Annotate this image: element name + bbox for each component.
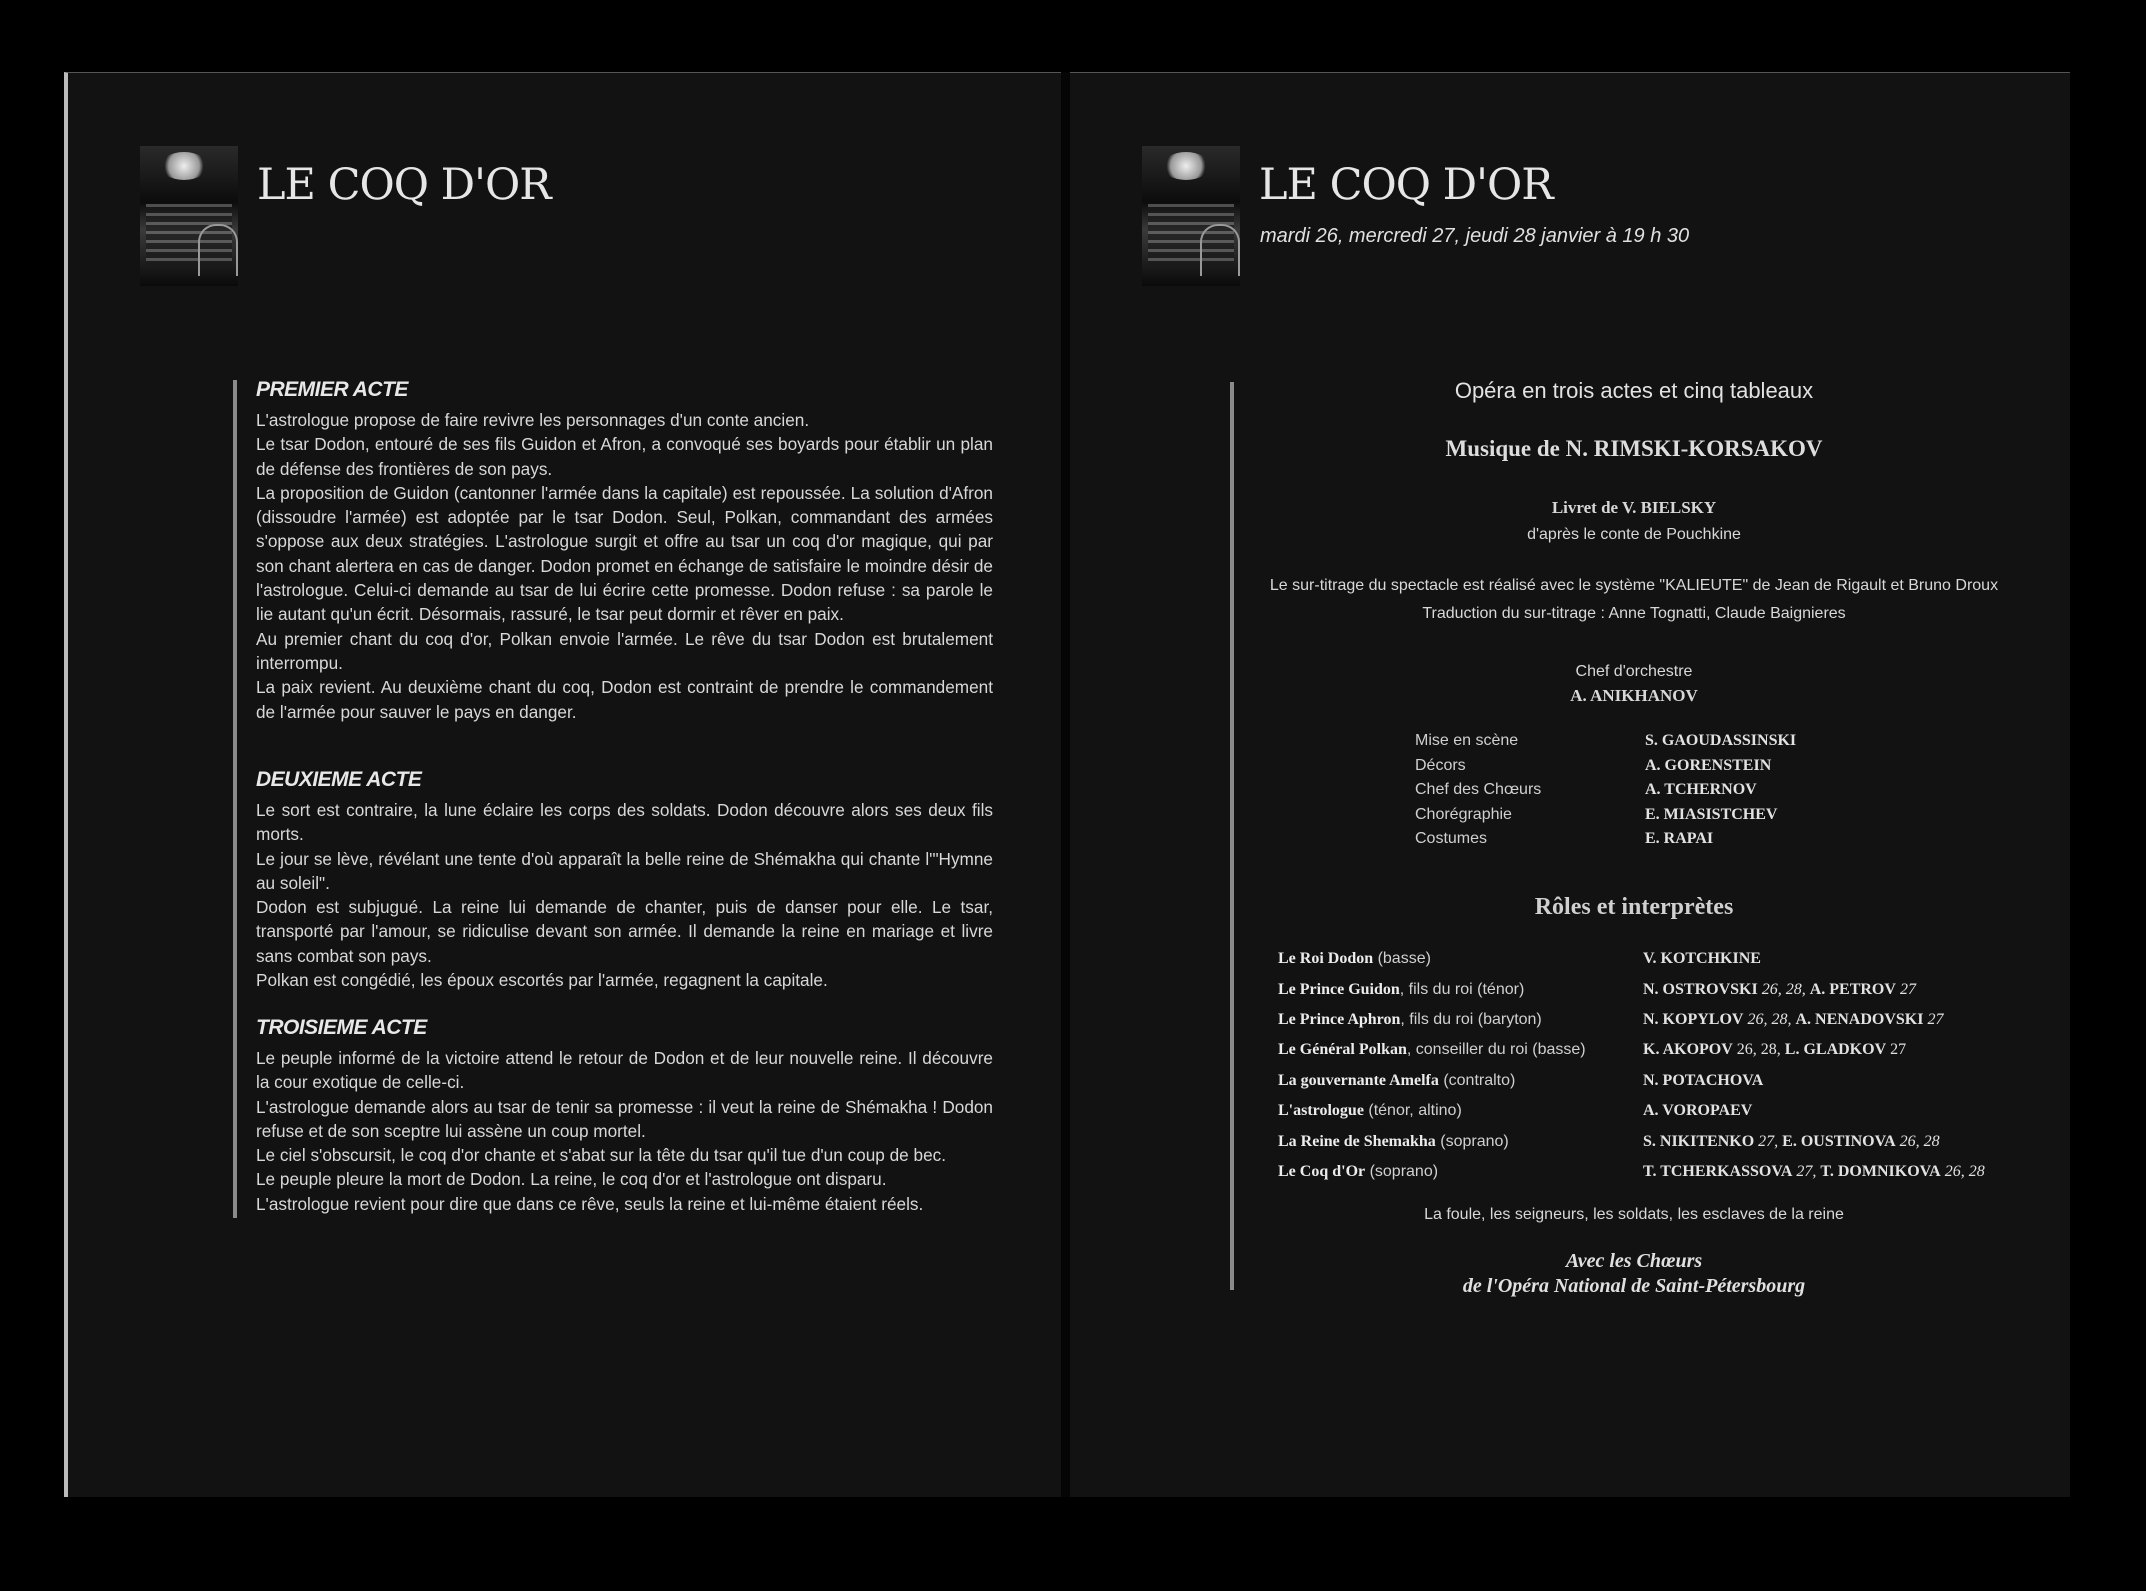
singer-dates: 27, <box>1754 1132 1783 1150</box>
closing-line-2: de l'Opéra National de Saint-Pétersbourg <box>1462 1275 1806 1297</box>
list-item <box>1415 781 1975 806</box>
role-name: Le Général Polkan <box>1278 1041 1407 1059</box>
paragraph: Polkan est congédié, les époux escortés par l'armée, regagnent la capitale. <box>256 970 828 991</box>
role-description: (soprano) <box>1365 1162 1439 1180</box>
crew-person: E. RAPAI <box>1645 830 1714 847</box>
table-row <box>1278 944 2038 974</box>
crew-role: Décors <box>1415 756 1466 774</box>
singer: T. DOMNIKOVA <box>1820 1162 1941 1180</box>
singer: T. TCHERKASSOVA <box>1643 1162 1793 1180</box>
paragraph: L'astrologue demande alors au tsar de tenir sa promesse : il veut la reine de Shémakha ! Dodon refuse et de son sceptre lui assène un coup mortel. <box>256 1096 993 1141</box>
act-section <box>256 378 993 724</box>
theatre-thumbnail-image <box>140 146 238 286</box>
singer: A. NENADOVSKI <box>1795 1010 1924 1028</box>
crew-role: Chef des Chœurs <box>1415 781 1542 798</box>
role-name: Le Roi Dodon <box>1278 950 1374 968</box>
paragraph: Le jour se lève, révélant une tente d'où apparaît la belle reine de Shémakha qui chante l'"Hymne au soleil". <box>256 848 993 893</box>
singer: K. AKOPOV <box>1643 1041 1733 1059</box>
paragraph: Le tsar Dodon, entouré de ses fils Guidon et Afron, a convoqué ses boyards pour établir un plan de défense des frontières de son pays. <box>256 434 993 479</box>
cast-list <box>1278 944 2038 1187</box>
role-name: La Reine de Shemakha <box>1278 1132 1436 1150</box>
role-name: Le Prince Aphron <box>1278 1010 1401 1028</box>
page-title: LE COQ D'OR <box>257 160 551 210</box>
paragraph: La paix revient. Au deuxième chant du coq, Dodon est contraint de prendre le commandement de l'armée pour sauver le pays en danger. <box>256 677 993 722</box>
singer-dates: 26, 28 <box>1895 1132 1940 1150</box>
act-heading: PREMIER ACTE <box>256 378 408 401</box>
singer: A. VOROPAEV <box>1643 1102 1753 1120</box>
cast-heading: Rôles et interprètes <box>1534 894 1734 920</box>
table-row <box>1278 1035 2038 1065</box>
list-item <box>1415 757 1975 782</box>
crew-role: Mise en scène <box>1415 732 1519 749</box>
conductor-label: Chef d'orchestre <box>1575 663 1693 680</box>
crew-role: Costumes <box>1415 830 1488 847</box>
chorus-roles: La foule, les seigneurs, les soldats, les esclaves de la reine <box>1424 1206 1844 1223</box>
singer: A. PETROV <box>1809 980 1896 998</box>
libretto-credit: Livret de V. BIELSKY <box>1551 498 1717 517</box>
act-body <box>256 408 993 724</box>
surtitle-translation: Traduction du sur-titrage : Anne Tognatti, Claude Baignieres <box>1422 605 1846 622</box>
paragraph: Le peuple informé de la victoire attend le retour de Dodon et de leur nouvelle reine. Il découvre la cour exotique de celle-ci. <box>256 1048 993 1093</box>
closing-line-1: Avec les Chœurs <box>1565 1250 1703 1272</box>
paragraph: L'astrologue propose de faire revivre les personnages d'un conte ancien. <box>256 410 810 430</box>
role-name: Le Prince Guidon <box>1278 980 1400 998</box>
act-body <box>256 1046 993 1216</box>
production-team <box>1415 732 1975 855</box>
paragraph: Le sort est contraire, la lune éclaire les corps des soldats. Dodon découvre alors ses deux fils morts. <box>256 800 993 845</box>
crew-person: S. GAOUDASSINSKI <box>1645 732 1797 749</box>
performance-dates: mardi 26, mercredi 27, jeudi 28 janvier à 19 h 30 <box>1260 225 1690 247</box>
singer: N. KOPYLOV <box>1643 1010 1744 1028</box>
table-row <box>1278 1066 2038 1096</box>
singer: V. KOTCHKINE <box>1643 950 1761 968</box>
singer-dates: 27, <box>1792 1162 1821 1180</box>
opera-subtitle: Opéra en trois actes et cinq tableaux <box>1454 378 1814 403</box>
singer-dates: 26, 28, <box>1743 1010 1796 1028</box>
table-row <box>1278 1126 2038 1156</box>
role-description: , fils du roi (ténor) <box>1399 980 1525 998</box>
singer-dates: 26, 28, <box>1757 980 1810 998</box>
singer-dates: 27 <box>1886 1041 1907 1059</box>
vertical-rule <box>233 380 237 1218</box>
surtitle-credit: Le sur-titrage du spectacle est réalisé avec le système "KALIEUTE" de Jean de Rigault et Bruno Droux <box>1269 577 1999 594</box>
role-description: , conseiller du roi (basse) <box>1406 1041 1586 1059</box>
libretto-source: d'après le conte de Pouchkine <box>1527 526 1741 543</box>
list-item <box>1415 830 1975 855</box>
singer: L. GLADKOV <box>1784 1041 1887 1059</box>
conductor-name: A. ANIKHANOV <box>1570 686 1698 705</box>
table-row <box>1278 1096 2038 1126</box>
book-spine <box>1061 72 1070 1497</box>
role-name: Le Coq d'Or <box>1278 1162 1366 1180</box>
paragraph: Le peuple pleure la mort de Dodon. La reine, le coq d'or et l'astrologue ont disparu. <box>256 1169 887 1190</box>
paragraph: La proposition de Guidon (cantonner l'armée dans la capitale) est repoussée. La solution d'Afron (dissoudre l'armée) est adoptée par le tsar Dodon. Seul, Polkan, commandant des armées s'oppose aux deux stratégies. L'astrologue surgit et offre au tsar un coq d'or magique, qui par son chant alertera en cas de danger. Dodon promet en échange de satisfaire le moindre désir de l'astrologue. Celui-ci demande au tsar de lui écrire cette promesse. Dodon refuse : sa parole le lie autant qu'un écrit. Désormais, rassuré, le tsar peut dormir et rêver en paix. <box>256 482 993 625</box>
singer-dates: 26, 28, <box>1732 1041 1785 1059</box>
crew-person: A. TCHERNOV <box>1645 781 1757 798</box>
act-body <box>256 798 993 992</box>
role-name: L'astrologue <box>1278 1102 1364 1120</box>
singer-dates: 27 <box>1923 1010 1944 1028</box>
act-heading: TROISIEME ACTE <box>256 1016 427 1039</box>
role-description: (basse) <box>1373 950 1431 968</box>
paragraph: Le ciel s'obscursit, le coq d'or chante et s'abat sur la tête du tsar qu'il tue d'un coup de bec. <box>256 1145 946 1166</box>
role-description: (contralto) <box>1438 1071 1516 1089</box>
list-item <box>1415 806 1975 831</box>
singer: S. NIKITENKO <box>1643 1132 1755 1150</box>
singer-dates: 26, 28 <box>1940 1162 1985 1180</box>
singer-dates: 27 <box>1895 980 1916 998</box>
act-section <box>256 1016 993 1216</box>
singer: N. POTACHOVA <box>1643 1071 1764 1089</box>
table-row <box>1278 974 2038 1004</box>
crew-person: A. GORENSTEIN <box>1645 756 1772 774</box>
act-section <box>256 768 993 992</box>
role-name: La gouvernante Amelfa <box>1278 1071 1439 1089</box>
role-description: , fils du roi (baryton) <box>1400 1010 1542 1028</box>
page-title: LE COQ D'OR <box>1259 160 1553 210</box>
paragraph: Dodon est subjugué. La reine lui demande de chanter, puis de danser pour elle. Le tsar, transporté par l'amour, se ridiculise devant son armée. Il demande la reine en mariage et livre sans combat son pays. <box>256 897 993 966</box>
crew-role: Chorégraphie <box>1415 805 1512 823</box>
table-row <box>1278 1005 2038 1035</box>
singer: N. OSTROVSKI <box>1643 980 1758 998</box>
singer: E. OUSTINOVA <box>1782 1132 1896 1150</box>
act-heading: DEUXIEME ACTE <box>256 768 422 791</box>
table-row <box>1278 1157 2038 1187</box>
crew-person: E. MIASISTCHEV <box>1645 805 1778 823</box>
role-description: (ténor, altino) <box>1363 1102 1462 1120</box>
role-description: (soprano) <box>1435 1132 1509 1150</box>
paragraph: Au premier chant du coq d'or, Polkan envoie l'armée. Le rêve du tsar Dodon est brutalement interrompu. <box>256 628 993 673</box>
paragraph: L'astrologue revient pour dire que dans ce rêve, seuls la reine et lui-même étaient réels. <box>256 1193 924 1214</box>
composer-credit: Musique de N. RIMSKI-KORSAKOV <box>1445 436 1823 461</box>
list-item <box>1415 732 1975 757</box>
theatre-thumbnail-image <box>1142 146 1240 286</box>
